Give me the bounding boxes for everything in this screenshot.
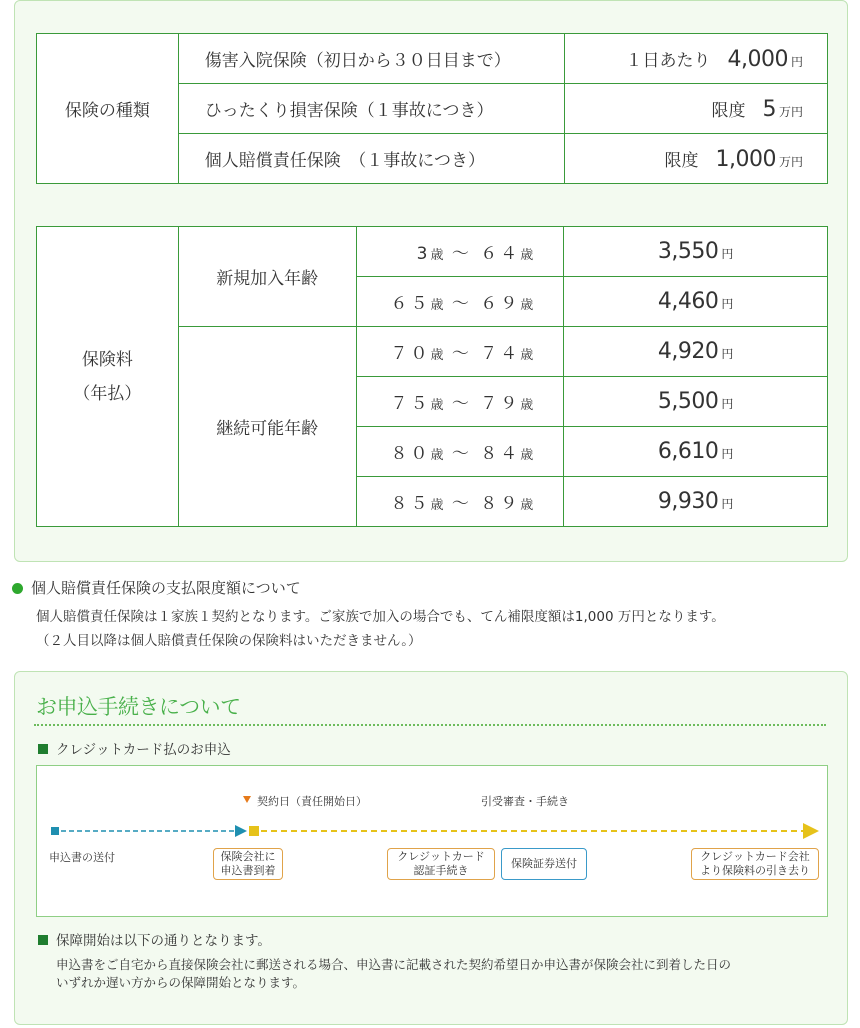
procedure-title: お申込手続きについて: [36, 695, 241, 719]
coverage-line-2: いずれか遅い方からの保障開始となります。: [56, 975, 306, 990]
premium-price: 6,610 円: [564, 427, 828, 477]
arrive-marker: [249, 826, 259, 836]
premium-header: 保険料 （年払）: [37, 227, 179, 527]
send-label: 申込書の送付: [49, 851, 115, 864]
dotted-divider: [34, 724, 826, 726]
flow-arrows: [37, 766, 827, 916]
age-range: 3歳 ～ ６４歳: [356, 227, 564, 277]
card-auth-tag: クレジットカード 認証手続き: [387, 848, 495, 880]
certificate-tag: 保険証券送付: [501, 848, 587, 880]
group-continue-age: 継続可能年齢: [178, 327, 356, 527]
premium-price: 3,550 円: [564, 227, 828, 277]
group-new-age: 新規加入年齢: [178, 227, 356, 327]
arrow-icon: [803, 823, 819, 839]
type-name: 個人賠償責任保険 （１事故につき）: [178, 134, 564, 184]
note-line-2: （２人目以降は個人賠償責任保険の保険料はいただきません。）: [36, 633, 422, 649]
premium-price: 4,460 円: [564, 277, 828, 327]
card-heading: クレジットカード払のお申込: [38, 738, 231, 758]
note-title: 個人賠償責任保険の支払限度額について: [12, 577, 301, 598]
note-line-1: 個人賠償責任保険は１家族１契約となります。ご家族で加入の場合でも、てん補限度額は1,000 万円となります。: [36, 609, 725, 625]
flow-diagram: [36, 765, 828, 917]
square-icon: [38, 935, 48, 945]
age-range: ８５歳 ～ ８９歳: [356, 477, 564, 527]
premium-price: 4,920 円: [564, 327, 828, 377]
coverage-heading: 保障開始は以下の通りとなります。: [38, 929, 271, 949]
contract-day-label: 契約日（責任開始日）: [257, 795, 367, 808]
premium-price: 5,500 円: [564, 377, 828, 427]
bullet-icon: [12, 583, 23, 594]
review-label: 引受審査・手続き: [481, 795, 569, 808]
type-amount: １日あたり 4,000 円: [565, 34, 828, 84]
type-name: ひったくり損害保険（１事故につき）: [178, 84, 564, 134]
insurance-types-table: [36, 33, 828, 184]
age-range: ７５歳 ～ ７９歳: [356, 377, 564, 427]
age-range: ６５歳 ～ ６９歳: [356, 277, 564, 327]
type-amount: 限度 1,000 万円: [565, 134, 828, 184]
premium-price: 9,930 円: [564, 477, 828, 527]
triangle-down-icon: [243, 796, 251, 803]
coverage-line-1: 申込書をご自宅から直接保険会社に郵送される場合、申込書に記載された契約希望日か申込書が保険会社に到着した日の: [56, 957, 732, 972]
type-amount: 限度 5 万円: [565, 84, 828, 134]
types-header: 保険の種類: [37, 34, 179, 184]
age-range: ７０歳 ～ ７４歳: [356, 327, 564, 377]
arrive-tag: 保険会社に 申込書到着: [213, 848, 283, 880]
square-icon: [38, 744, 48, 754]
start-marker: [51, 827, 59, 835]
deduct-tag: クレジットカード会社 より保険料の引き去り: [691, 848, 819, 880]
age-range: ８０歳 ～ ８４歳: [356, 427, 564, 477]
arrow-icon: [235, 825, 247, 837]
premium-table: [36, 226, 828, 527]
type-name: 傷害入院保険（初日から３０日目まで）: [178, 34, 564, 84]
